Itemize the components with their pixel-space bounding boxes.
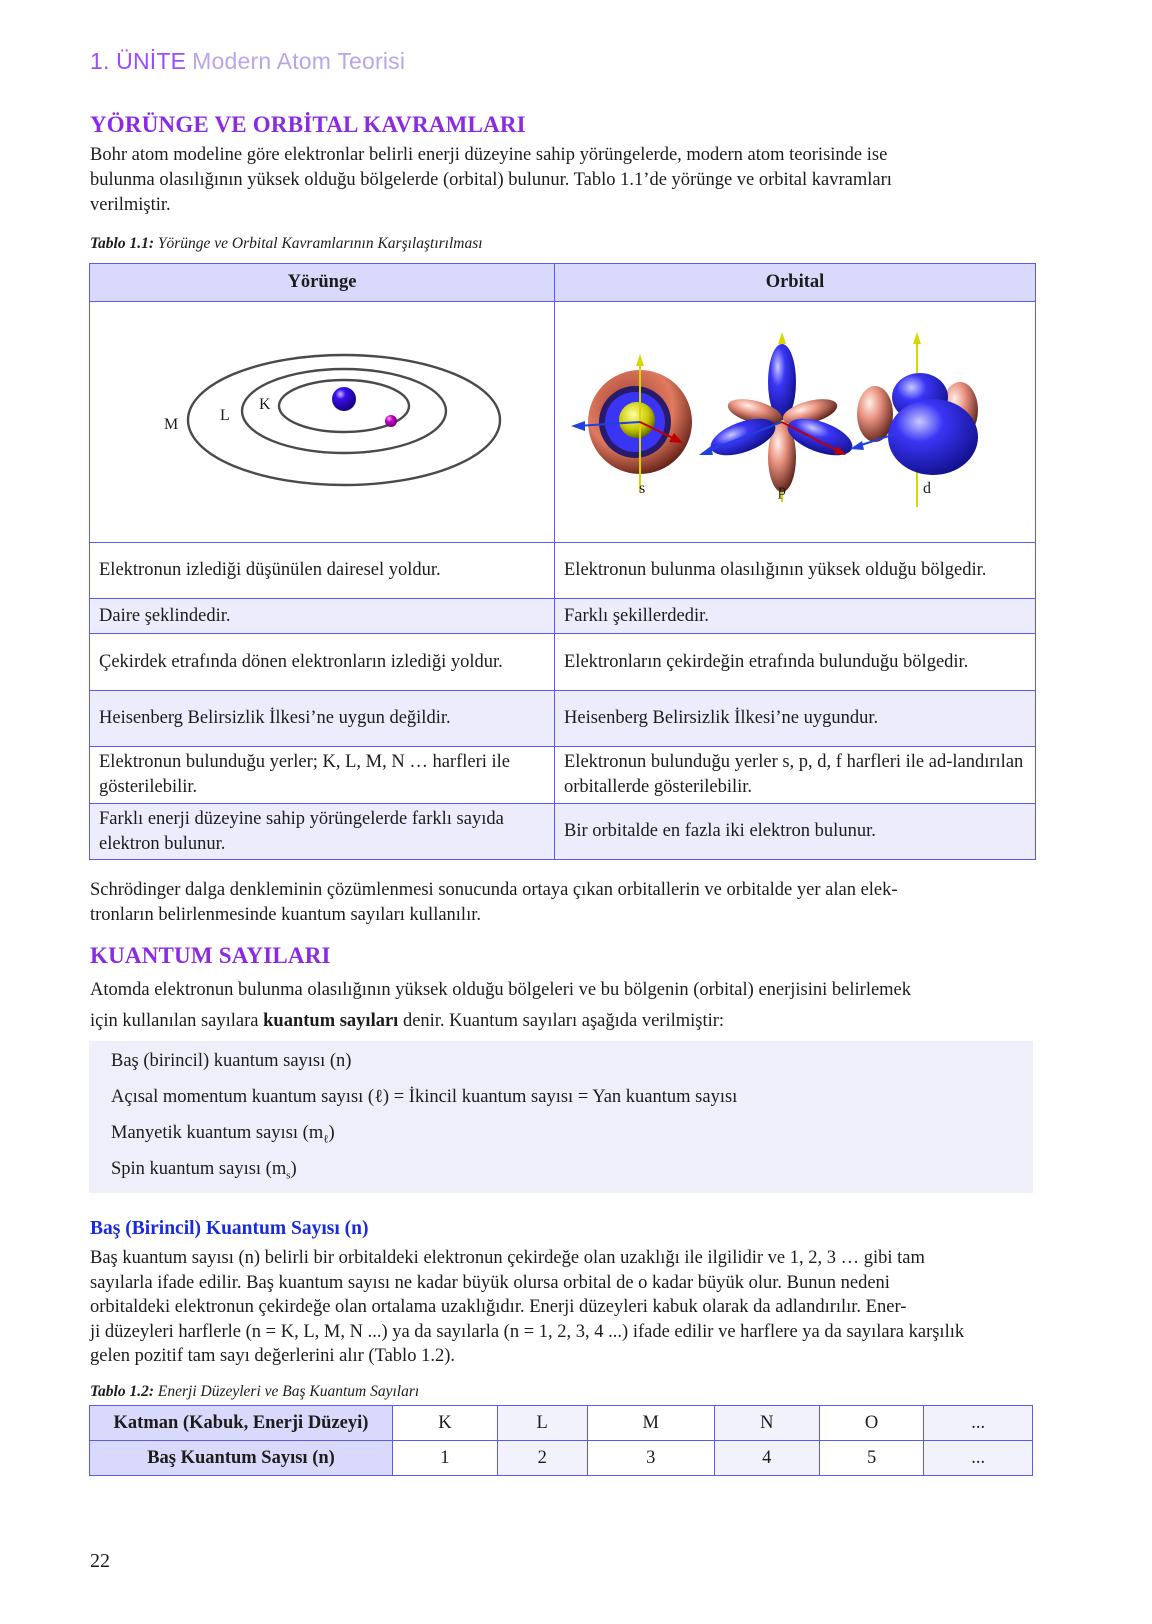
figure-row — [90, 302, 1036, 543]
quantum-list-item — [111, 1159, 297, 1182]
nucleus — [332, 387, 356, 411]
paragraph-line: Schrödinger dalga denkleminin çözümlenmesi sonucunda ortaya çıkan orbitallerin ve orbitalde yer alan elek- — [90, 880, 898, 900]
d-orbital — [850, 332, 978, 507]
table-row — [90, 634, 1036, 691]
table-row-shells — [90, 1406, 1033, 1441]
table1-caption-label: Tablo 1.1: — [90, 235, 155, 252]
orbital-label-d: d — [923, 480, 931, 497]
paragraph-line: orbitaldeki elektronun çekirdeğe olan ortalama uzaklığıdır. Enerji düzeyleri kabuk olarak da adlandırılır. Ener- — [90, 1297, 907, 1317]
cell-n: 5 — [819, 1441, 924, 1476]
quantum-list-text: Spin kuantum sayısı (m — [111, 1159, 287, 1179]
cell-shell: K — [393, 1406, 498, 1441]
shell-label-k: K — [259, 396, 271, 413]
table2-caption — [90, 1383, 419, 1401]
comparison-table — [89, 263, 1036, 860]
cell-orbital: Farklı şekillerdedir. — [555, 599, 1036, 634]
cell-n: 3 — [587, 1441, 714, 1476]
paragraph-line: ji düzeyleri harflerle (n = K, L, M, N ...) ya da sayılarla (n = 1, 2, 3, 4 ...) ifade edilir ve harflere ya da sayılara karşılık — [90, 1321, 965, 1342]
cell-shell: ... — [924, 1406, 1033, 1441]
page-number: 22 — [90, 1550, 110, 1572]
table-row — [90, 691, 1036, 747]
bold-term: kuantum sayıları — [263, 1011, 399, 1031]
subsection-title-principal-quantum-number: Baş (Birincil) Kuantum Sayısı (n) — [90, 1218, 369, 1239]
schrodinger-paragraph — [90, 878, 1035, 928]
cell-yorunge: Elektronun bulunduğu yerler; K, L, M, N … harfleri ile gösterilebilir. — [90, 747, 555, 804]
quantum-list-item — [111, 1123, 335, 1146]
energy-levels-table — [89, 1405, 1033, 1476]
paragraph-line: gelen pozitif tam sayı değerlerini alır (Tablo 1.2). — [90, 1346, 455, 1366]
p-orbital — [699, 332, 857, 502]
table-row — [90, 543, 1036, 599]
cell-shell: O — [819, 1406, 924, 1441]
table2-caption-label: Tablo 1.2: — [90, 1383, 155, 1400]
quantum-list-text: Baş (birincil) kuantum sayısı (n) — [111, 1051, 352, 1071]
s-orbital — [571, 354, 692, 492]
cell-orbital: Elektronun bulunduğu yerler s, p, d, f harfleri ile ad-landırılan orbitallerde gösterilebilir. — [555, 747, 1036, 804]
table-row-principal-numbers — [90, 1441, 1033, 1476]
quantum-list-text: Manyetik kuantum sayısı (m — [111, 1123, 324, 1143]
table-row — [90, 747, 1036, 804]
cell-yorunge: Çekirdek etrafında dönen elektronların izlediği yoldur. — [90, 634, 555, 691]
orbital-shapes-figure — [555, 302, 1035, 534]
cell-yorunge: Elektronun izlediği düşünülen dairesel yoldur. — [90, 543, 555, 599]
subscript: s — [286, 1169, 291, 1182]
cell-shell: M — [587, 1406, 714, 1441]
subscript: ℓ — [323, 1133, 329, 1146]
paragraph-line: Baş kuantum sayısı (n) belirli bir orbitaldeki elektronun çekirdeğe olan uzaklığı ile ilgilidir ve 1, 2, 3 … gibi tam — [90, 1248, 925, 1268]
paragraph-line: denir. Kuantum sayıları aşağıda verilmiştir: — [398, 1011, 725, 1031]
shell-label-l: L — [220, 407, 230, 424]
header-orbital: Orbital — [555, 264, 1036, 302]
orbital-shapes-figure-cell — [555, 302, 1036, 543]
cell-orbital: Elektronun bulunma olasılığının yüksek olduğu bölgedir. — [555, 543, 1036, 599]
cell-n: ... — [924, 1441, 1033, 1476]
unit-name: Modern Atom Teorisi — [192, 48, 406, 74]
shell-label-m: M — [164, 416, 179, 433]
cell-orbital: Heisenberg Belirsizlik İlkesi’ne uygundur. — [555, 691, 1036, 747]
principal-quantum-paragraph — [90, 1246, 1035, 1369]
cell-orbital: Bir orbitalde en fazla iki elektron bulunur. — [555, 804, 1036, 860]
intro-line: verilmiştir. — [90, 195, 171, 215]
table1-caption-text: Yörünge ve Orbital Kavramlarının Karşılaştırılması — [157, 235, 483, 252]
orbital-label-s: s — [639, 480, 646, 497]
unit-number: 1. ÜNİTE — [90, 48, 187, 74]
cell-n: 4 — [714, 1441, 819, 1476]
cell-orbital: Elektronların çekirdeğin etrafında bulunduğu bölgedir. — [555, 634, 1036, 691]
cell-n: 2 — [497, 1441, 587, 1476]
paragraph-line: tronların belirlenmesinde kuantum sayıları kullanılır. — [90, 905, 481, 925]
section-title-orbital-concepts: YÖRÜNGE VE ORBİTAL KAVRAMLARI — [90, 112, 526, 137]
orbital-label-p: p — [778, 482, 786, 499]
header-yorunge: Yörünge — [90, 264, 555, 302]
cell-yorunge: Farklı enerji düzeyine sahip yörüngelerde farklı sayıda elektron bulunur. — [90, 804, 555, 860]
cell-yorunge: Heisenberg Belirsizlik İlkesi’ne uygun değildir. — [90, 691, 555, 747]
row-header-principal: Baş Kuantum Sayısı (n) — [90, 1441, 393, 1476]
table-header-row — [90, 264, 1036, 302]
intro-line: Bohr atom modeline göre elektronlar belirli enerji düzeyine sahip yörüngelerde, modern atom teorisinde ise — [90, 145, 888, 165]
table2-caption-text: Enerji Düzeyleri ve Baş Kuantum Sayıları — [157, 1383, 420, 1400]
close-paren: ) — [328, 1123, 335, 1143]
cell-yorunge: Daire şeklindedir. — [90, 599, 555, 634]
table-row — [90, 599, 1036, 634]
orbit-m — [188, 355, 500, 485]
quantum-numbers-box — [89, 1041, 1033, 1193]
quantum-list-text: Açısal momentum kuantum sayısı (ℓ) = İkincil kuantum sayısı = Yan kuantum sayısı — [111, 1087, 738, 1107]
quantum-list-item — [111, 1051, 351, 1072]
section-title-quantum-numbers: KUANTUM SAYILARI — [90, 943, 331, 968]
cell-shell: N — [714, 1406, 819, 1441]
quantum-list-item — [111, 1087, 737, 1108]
row-header-shell: Katman (Kabuk, Enerji Düzeyi) — [90, 1406, 393, 1441]
paragraph-line: sayılarla ifade edilir. Baş kuantum sayısı ne kadar büyük olursa orbital de o kadar büyük olur. Bunun nedeni — [90, 1272, 890, 1293]
unit-header — [90, 48, 405, 75]
table-row — [90, 804, 1036, 860]
quantum-intro-paragraph — [90, 975, 1035, 1037]
bohr-model-figure-cell — [90, 302, 555, 543]
bohr-model-figure — [90, 302, 554, 534]
intro-line: bulunma olasılığının yüksek olduğu bölgelerde (orbital) bulunur. Tablo 1.1’de yörünge ve orbital kavramları — [90, 170, 892, 190]
cell-n: 1 — [393, 1441, 498, 1476]
paragraph-line: Atomda elektronun bulunma olasılığının yüksek olduğu bölgeleri ve bu bölgenin (orbital) enerjisini belirlemek — [90, 980, 912, 1000]
paragraph-line: için kullanılan sayılara — [90, 1011, 264, 1031]
electron — [385, 415, 397, 427]
table1-caption — [90, 235, 483, 253]
cell-shell: L — [497, 1406, 587, 1441]
close-paren: ) — [290, 1159, 297, 1179]
intro-paragraph — [90, 143, 1035, 218]
